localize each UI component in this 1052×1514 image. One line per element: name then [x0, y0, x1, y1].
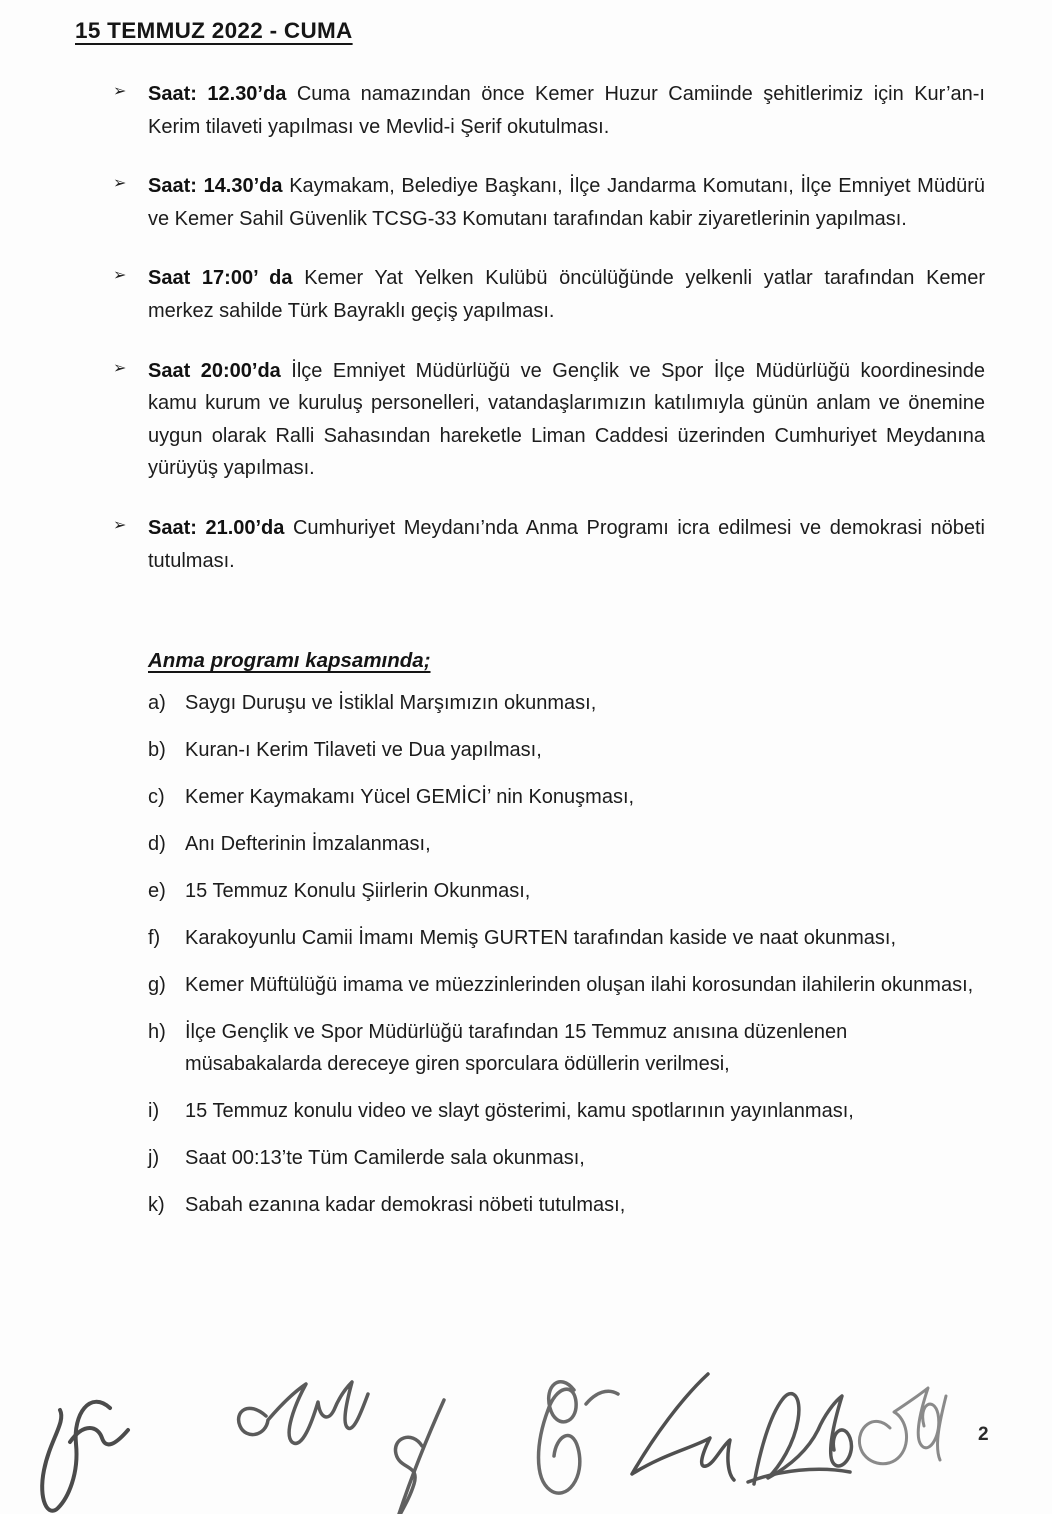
signature-4	[539, 1382, 619, 1493]
signature-1	[42, 1402, 128, 1511]
list-item-text: Kemer Kaymakamı Yücel GEMİCİ’ nin Konuşması,	[185, 786, 635, 809]
document-content	[75, 18, 987, 1236]
page-number: 2	[978, 1424, 989, 1445]
arrow-bullet-icon: ➢	[113, 357, 127, 377]
schedule-item	[113, 78, 987, 143]
signature-6	[748, 1394, 851, 1484]
signature-7	[859, 1388, 946, 1464]
list-item-label: a)	[148, 692, 166, 715]
program-list	[148, 687, 987, 1221]
schedule-item-text	[148, 170, 985, 235]
schedule-item	[113, 355, 987, 485]
list-item	[148, 1142, 987, 1174]
schedule-item-body: Kaymakam, Belediye Başkanı, İlçe Jandarma Komutanı, İlçe Emniyet Müdürü ve Kemer Sahil Güvenlik TCSG-33 Komutanı tarafından kabir ziyaretlerinin yapılması.	[148, 175, 985, 230]
list-item-text: Kemer Müftülüğü imama ve müezzinlerinden oluşan ilahi korosundan ilahilerin okunması,	[185, 974, 974, 997]
arrow-bullet-icon: ➢	[113, 81, 127, 100]
schedule-item-text	[148, 355, 985, 485]
schedule-item	[113, 512, 987, 577]
schedule-item-text	[148, 512, 985, 577]
list-item-text: Kuran-ı Kerim Tilaveti ve Dua yapılması,	[185, 739, 542, 762]
schedule-item-time: Saat 20:00’da	[148, 359, 281, 382]
list-item-text: İlçe Gençlik ve Spor Müdürlüğü tarafından 15 Temmuz anısına düzenlenen müsabakalarda dereceye giren sporculara ödüllerin verilmesi,	[185, 1021, 848, 1076]
list-item-label: h)	[148, 1021, 166, 1044]
schedule-item-time: Saat: 12.30’da	[148, 83, 287, 105]
schedule-item-body: İlçe Emniyet Müdürlüğü ve Gençlik ve Spor İlçe Müdürlüğü koordinesinde kamu kurum ve kuruluş personelleri, vatandaşlarımızın katılımıyla günün anlam ve önemine uygun olarak Ralli Sahasından hareketle Liman Caddesi üzerinden Cumhuriyet Meydanına yürüyüş yapılması.	[148, 359, 985, 480]
schedule-item-time: Saat: 21.00’da	[148, 516, 285, 539]
list-item-text: Saygı Duruşu ve İstiklal Marşımızın okunması,	[185, 692, 597, 715]
schedule-item-body: Kemer Yat Yelken Kulübü öncülüğünde yelkenli yatlar tarafından Kemer merkez sahilde Türk Bayraklı geçiş yapılması.	[148, 267, 985, 322]
schedule-list	[75, 78, 987, 577]
list-item	[148, 875, 987, 907]
schedule-item	[113, 262, 987, 327]
schedule-item-text	[148, 78, 985, 143]
list-item-label: f)	[148, 927, 161, 950]
list-item	[148, 687, 987, 719]
list-item	[148, 1189, 987, 1221]
arrow-bullet-icon: ➢	[113, 173, 127, 193]
list-item-label: j)	[148, 1147, 160, 1170]
list-item-text: Anı Defterinin İmzalanması,	[185, 833, 431, 856]
list-item-text: 15 Temmuz Konulu Şiirlerin Okunması,	[185, 880, 531, 903]
list-item-label: d)	[148, 833, 166, 856]
list-item-label: g)	[148, 974, 166, 997]
arrow-bullet-icon: ➢	[113, 265, 127, 285]
list-item	[148, 828, 987, 860]
list-item	[148, 734, 987, 766]
list-item-label: k)	[148, 1194, 165, 1217]
list-item-text: Saat 00:13’te Tüm Camilerde sala okunması,	[185, 1147, 585, 1170]
program-heading: Anma programı kapsamında;	[148, 649, 431, 673]
arrow-bullet-icon: ➢	[113, 514, 127, 534]
signatures-row	[0, 1352, 1052, 1514]
schedule-item-time: Saat: 14.30’da	[148, 175, 283, 198]
list-item-text: Karakoyunlu Camii İmamı Memiş GURTEN tarafından kaside ve naat okunması,	[185, 927, 897, 950]
list-item	[148, 781, 987, 813]
signature-3	[390, 1400, 444, 1514]
list-item-label: c)	[148, 786, 165, 809]
schedule-item-body: Cumhuriyet Meydanı’nda Anma Programı icra edilmesi ve demokrasi nöbeti tutulması.	[148, 516, 985, 572]
schedule-item-text	[148, 262, 985, 327]
list-item	[148, 969, 987, 1001]
schedule-item-body: Cuma namazından önce Kemer Huzur Camiinde şehitlerimiz için Kur’an-ı Kerim tilaveti yapılması ve Mevlid-i Şerif okutulması.	[148, 83, 985, 138]
list-item	[148, 1016, 987, 1080]
list-item	[148, 922, 987, 954]
schedule-item	[113, 170, 987, 235]
list-item-label: e)	[148, 880, 166, 903]
list-item	[148, 1095, 987, 1127]
signature-5	[632, 1374, 734, 1480]
signature-2	[239, 1382, 368, 1443]
list-item-text: 15 Temmuz konulu video ve slayt gösterimi, kamu spotlarının yayınlanması,	[185, 1100, 854, 1123]
list-item-label: b)	[148, 739, 166, 762]
page-title: 15 TEMMUZ 2022 - CUMA	[75, 18, 353, 43]
list-item-label: i)	[148, 1100, 160, 1123]
schedule-item-time: Saat 17:00’ da	[148, 267, 293, 290]
list-item-text: Sabah ezanına kadar demokrasi nöbeti tutulması,	[185, 1194, 626, 1217]
